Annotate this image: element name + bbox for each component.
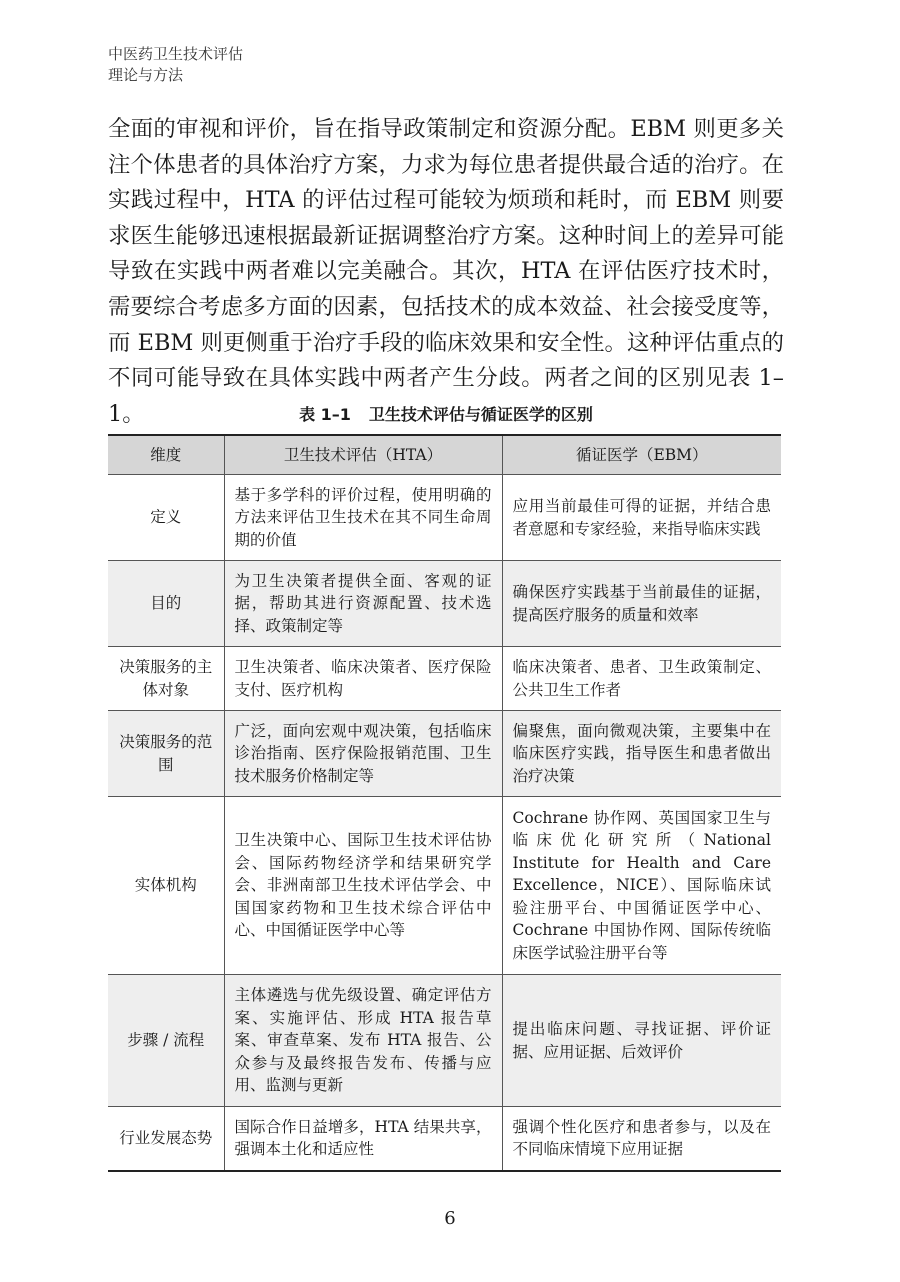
table-header-row [108, 435, 781, 475]
table-row-purpose [108, 561, 781, 647]
cell-dimension: 实体机构 [108, 797, 224, 975]
table-row-definition [108, 475, 781, 561]
header-hta: 卫生技术评估（HTA） [224, 435, 502, 475]
header-dimension: 维度 [108, 435, 224, 475]
comparison-table [108, 434, 781, 1172]
cell-ebm: 应用当前最佳可得的证据，并结合患者意愿和专家经验，来指导临床实践 [502, 475, 781, 561]
cell-hta: 为卫生决策者提供全面、客观的证据，帮助其进行资源配置、技术选择、政策制定等 [224, 561, 502, 647]
table-row-institutions [108, 797, 781, 975]
table-row-trends [108, 1107, 781, 1171]
cell-ebm: 提出临床问题、寻找证据、评价证据、应用证据、后效评价 [502, 975, 781, 1107]
page-number: 6 [444, 1208, 456, 1229]
table-row-steps [108, 975, 781, 1107]
body-paragraph: 全面的审视和评价，旨在指导政策制定和资源分配。EBM 则更多关注个体患者的具体治疗方案，力求为每位患者提供最合适的治疗。在实践过程中，HTA 的评估过程可能较为烦琐和耗时，而 EBM 则要求医生能够迅速根据最新证据调整治疗方案。这种时间上的差异可能导致在实践中两者难以完美融合。其次，HTA 在评估医疗技术时，需要综合考虑多方面的因素，包括技术的成本效益、社会接受度等，而 EBM 则更侧重于治疗手段的临床效果和安全性。这种评估重点的不同可能导致在具体实践中两者产生分歧。两者之间的区别见表 1–1。 [108, 116, 784, 427]
table-caption-number: 表 1–1 [299, 405, 351, 424]
cell-ebm: 确保医疗实践基于当前最佳的证据，提高医疗服务的质量和效率 [502, 561, 781, 647]
cell-hta: 主体遴选与优先级设置、确定评估方案、实施评估、形成 HTA 报告草案、审查草案、发布 HTA 报告、公众参与及最终报告发布、传播与应用、监测与更新 [224, 975, 502, 1107]
cell-dimension: 决策服务的范围 [108, 711, 224, 797]
running-head-book-title: 中医药卫生技术评估 [108, 45, 244, 63]
cell-dimension: 决策服务的主体对象 [108, 647, 224, 711]
table-row-decision-subjects [108, 647, 781, 711]
running-head [108, 44, 243, 86]
cell-dimension: 目的 [108, 561, 224, 647]
running-head-subtitle: 理论与方法 [108, 66, 184, 84]
cell-hta: 国际合作日益增多，HTA 结果共享，强调本土化和适应性 [224, 1107, 502, 1171]
table-caption-title: 卫生技术评估与循证医学的区别 [368, 405, 593, 424]
cell-hta: 卫生决策中心、国际卫生技术评估协会、国际药物经济学和结果研究学会、非洲南部卫生技术评估学会、中国国家药物和卫生技术综合评估中心、中国循证医学中心等 [224, 797, 502, 975]
cell-dimension: 定义 [108, 475, 224, 561]
cell-ebm: 临床决策者、患者、卫生政策制定、公共卫生工作者 [502, 647, 781, 711]
cell-hta: 卫生决策者、临床决策者、医疗保险支付、医疗机构 [224, 647, 502, 711]
cell-dimension: 行业发展态势 [108, 1107, 224, 1171]
cell-ebm: Cochrane 协作网、英国国家卫生与临床优化研究所（National Institute for Health and Care Excellence，NICE）、国际临床试验注册平台、中国循证医学中心、Cochrane 中国协作网、国际传统临床医学试验注册平台等 [502, 797, 781, 975]
table-row-decision-scope [108, 711, 781, 797]
cell-hta: 广泛，面向宏观中观决策，包括临床诊治指南、医疗保险报销范围、卫生技术服务价格制定等 [224, 711, 502, 797]
cell-ebm: 偏聚焦，面向微观决策，主要集中在临床医疗实践，指导医生和患者做出治疗决策 [502, 711, 781, 797]
table-caption [108, 404, 784, 426]
cell-ebm: 强调个性化医疗和患者参与，以及在不同临床情境下应用证据 [502, 1107, 781, 1171]
header-ebm: 循证医学（EBM） [502, 435, 781, 475]
cell-hta: 基于多学科的评价过程，使用明确的方法来评估卫生技术在其不同生命周期的价值 [224, 475, 502, 561]
cell-dimension: 步骤 / 流程 [108, 975, 224, 1107]
